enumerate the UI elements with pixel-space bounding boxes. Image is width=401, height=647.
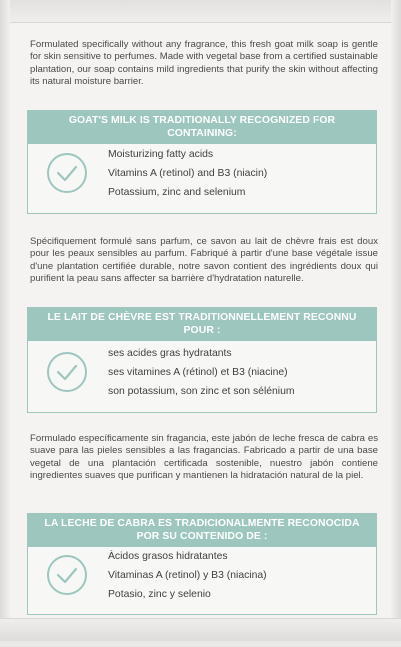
check-circle-icon	[45, 151, 89, 195]
english-benefits-body	[28, 144, 376, 246]
list-item: Potassium, zinc and selenium	[108, 187, 246, 198]
check-circle-icon	[45, 553, 89, 597]
top-flap	[0, 0, 401, 23]
english-benefits-heading: GOAT'S MILK IS TRADITIONALLY RECOGNIZED FOR CONTAINING:	[28, 111, 376, 144]
spanish-benefits-list	[108, 547, 267, 604]
list-item: Vitaminas A (retinol) y B3 (niacina)	[108, 570, 267, 581]
french-benefits-heading: LE LAIT DE CHÈVRE EST TRADITIONNELLEMENT RECONNU POUR :	[28, 308, 376, 341]
list-item: ses vitamines A (rétinol) et B3 (niacine)	[108, 367, 288, 378]
list-item: son potassium, son zinc et son sélénium	[108, 386, 295, 397]
english-benefits-list	[108, 145, 267, 202]
check-circle-icon	[45, 350, 89, 394]
list-item: Potasio, zinc y selenio	[108, 589, 211, 600]
spanish-benefits-panel	[27, 513, 377, 615]
list-item: Moisturizing fatty acids	[108, 149, 214, 160]
bottom-flap	[0, 618, 401, 641]
french-benefits-body	[28, 341, 376, 445]
spanish-description: Formulado específicamente sin fragancia, este jabón de leche fresca de cabra es suave para las pieles sensibles a las fragancias. Fabricado a partir de una base vegetal de una plantación certificada sostenible, nuestro jabón contiene ingredientes suaves que purifican y mantienen la hidratación natural de la piel.	[30, 433, 378, 482]
right-edge	[391, 0, 401, 640]
list-item: Vitamins A (retinol) and B3 (niacin)	[108, 168, 268, 179]
list-item: Àcidos grasos hidratantes	[108, 551, 228, 562]
left-edge	[0, 0, 10, 640]
spanish-benefits-heading: LA LECHE DE CABRA ES TRADICIONALMENTE RECONOCIDA POR SU CONTENIDO DE :	[28, 514, 376, 547]
french-description: Spécifiquement formulé sans parfum, ce savon au lait de chèvre frais est doux pour les peaux sensibles au parfum. Fabriqué à partir d'une base végétale issue d'une plantation certifiée durable, notre savon contient des ingrédients doux qui purifient la peau sans affecter sa barrière d'hydratation naturelle.	[30, 236, 378, 285]
english-benefits-panel	[27, 110, 377, 214]
french-benefits-panel	[27, 307, 377, 413]
english-description: Formulated specifically without any fragrance, this fresh goat milk soap is gentle for skin sensitive to perfumes. Made with vegetal base from a certified sustainable plantation, our soap contains mild ingredients that purify the skin without affecting its natural moisture barrier.	[30, 39, 378, 88]
list-item: ses acides gras hydratants	[108, 348, 232, 359]
french-benefits-list	[108, 344, 295, 401]
